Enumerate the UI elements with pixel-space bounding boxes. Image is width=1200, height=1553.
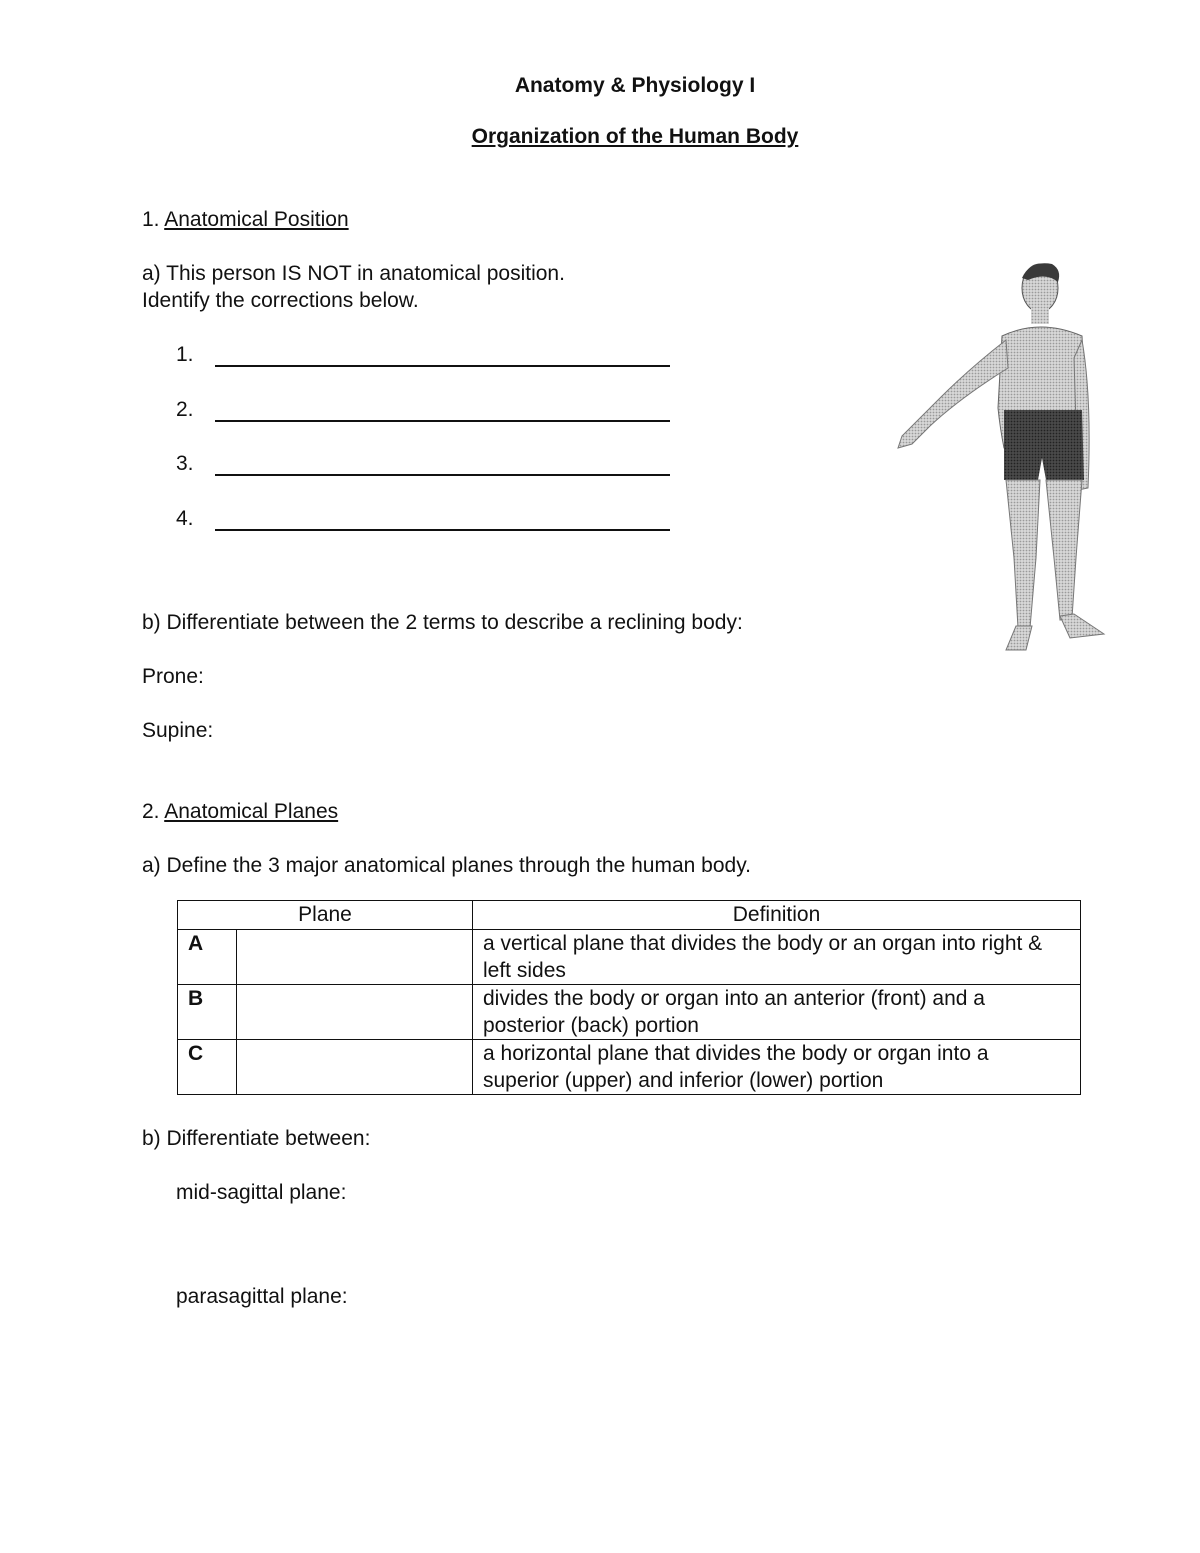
- table-row: [178, 985, 1081, 1040]
- section-1-title: Anatomical Position: [164, 208, 349, 231]
- row-letter: C: [178, 1040, 237, 1095]
- answer-blank-2[interactable]: [215, 420, 670, 422]
- section-1-part-a-line1: a) This person IS NOT in anatomical position.: [142, 262, 565, 285]
- row-letter: A: [178, 930, 237, 985]
- answer-blank-3[interactable]: [215, 474, 670, 476]
- plane-column-header: Plane: [178, 901, 473, 930]
- definition-cell: divides the body or organ into an anterior (front) and a posterior (back) portion: [473, 985, 1081, 1040]
- section-1-number: 1.: [142, 208, 160, 231]
- plane-answer-cell[interactable]: [237, 1040, 473, 1095]
- section-2-number: 2.: [142, 800, 160, 823]
- definition-cell: a vertical plane that divides the body or an organ into right & left sides: [473, 930, 1081, 985]
- section-2-heading: [142, 799, 338, 824]
- answer-blank-1[interactable]: [215, 365, 670, 367]
- section-2-part-a: a) Define the 3 major anatomical planes through the human body.: [142, 854, 751, 877]
- document-subtitle: Organization of the Human Body: [471, 125, 799, 148]
- human-body-figure-icon: [890, 258, 1115, 658]
- section-2-title: Anatomical Planes: [164, 800, 339, 823]
- answer-blank-4[interactable]: [215, 529, 670, 531]
- blank-label-3: 3.: [176, 452, 194, 475]
- midsagittal-label: mid-sagittal plane:: [176, 1181, 347, 1204]
- definition-column-header: Definition: [473, 901, 1081, 930]
- section-2-part-b: b) Differentiate between:: [142, 1127, 371, 1150]
- document-title: Anatomy & Physiology I: [514, 74, 756, 97]
- planes-table: [177, 900, 1081, 1095]
- supine-label: Supine:: [142, 719, 214, 742]
- row-letter: B: [178, 985, 237, 1040]
- table-row: [178, 1040, 1081, 1095]
- table-row: [178, 930, 1081, 985]
- section-1-heading: [142, 207, 349, 232]
- blank-label-4: 4.: [176, 507, 194, 530]
- section-1-part-b: b) Differentiate between the 2 terms to describe a reclining body:: [142, 611, 743, 634]
- blank-label-2: 2.: [176, 398, 194, 421]
- blank-label-1: 1.: [176, 343, 194, 366]
- parasagittal-label: parasagittal plane:: [176, 1285, 348, 1308]
- plane-answer-cell[interactable]: [237, 930, 473, 985]
- prone-label: Prone:: [142, 665, 204, 688]
- table-header-row: [178, 901, 1081, 930]
- plane-answer-cell[interactable]: [237, 985, 473, 1040]
- section-1-part-a-line2: Identify the corrections below.: [142, 289, 419, 312]
- definition-cell: a horizontal plane that divides the body or organ into a superior (upper) and inferior (lower) portion: [473, 1040, 1081, 1095]
